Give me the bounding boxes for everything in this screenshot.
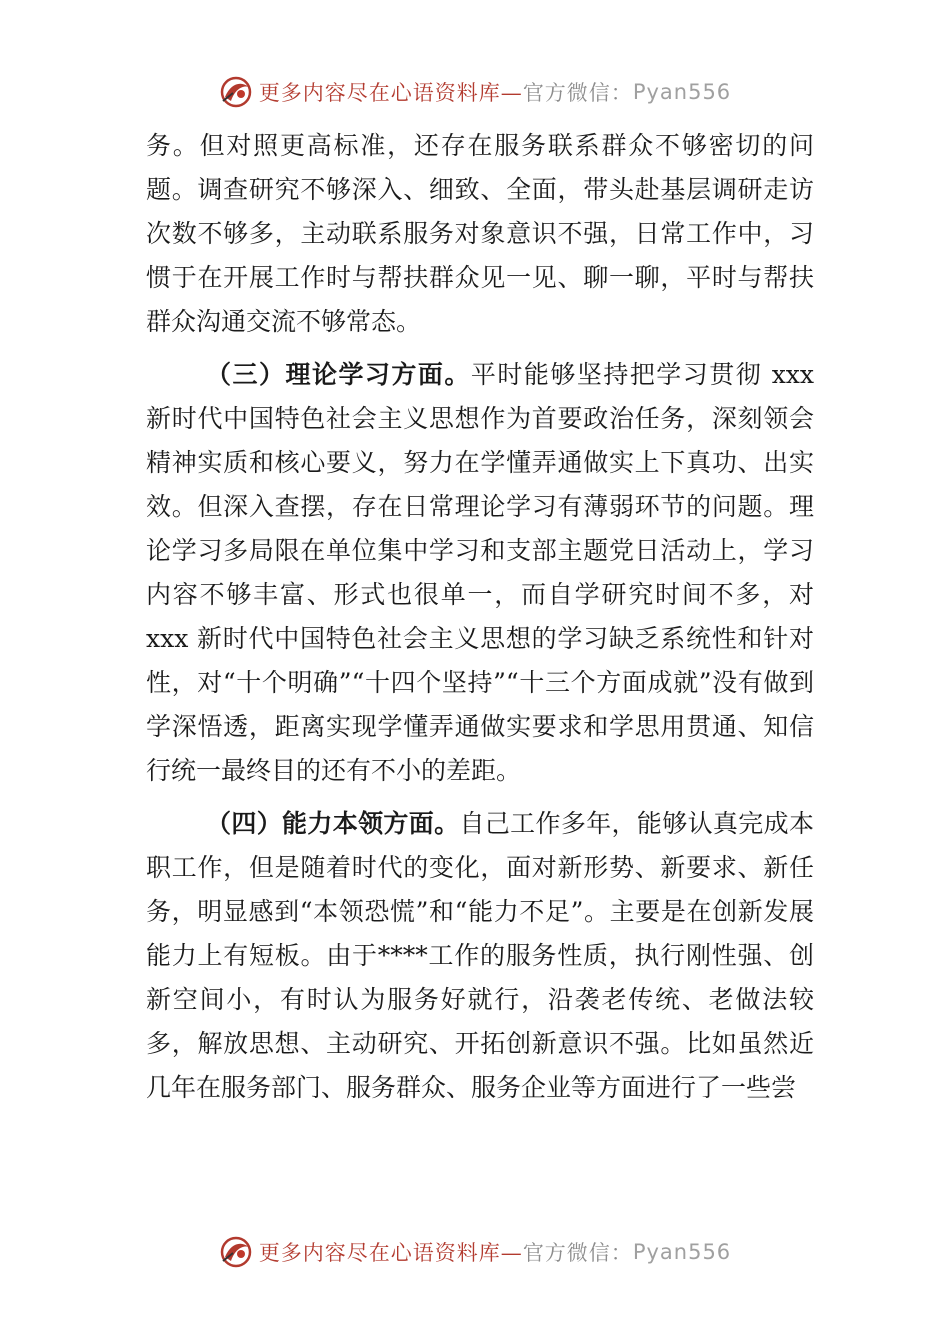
paragraph-text: 平时能够坚持把学习贯彻 xxx 新时代中国特色社会主义思想作为首要政治任务，深刻领会精神实质和核心要义，努力在学懂弄通做实上下真功、出实效。但深入查摆，存在日常理论学习有薄弱环节的问题。理论学习多局限在单位集中学习和支部主题党日活动上，学习内容不够丰富、形式也很单一，而自学研究时间不多，对 xxx 新时代中国特色社会主义思想的学习缺乏系统性和针对性，对“十个明确”“十四个坚持”“十三个方面成就”没有做到学深悟透，距离实现学懂弄通做实要求和学思用贯通、知信行统一最终目的还有不小的差距。 (146, 360, 814, 785)
footer-watermark (0, 1232, 950, 1272)
brand-logo-icon (219, 75, 253, 109)
paragraph-continuation (146, 124, 814, 344)
paragraph-ability (146, 802, 814, 1110)
watermark-wechat-label: 官方微信： (522, 81, 633, 105)
watermark-site-text: 更多内容尽在心语资料库— (258, 1241, 523, 1265)
watermark-wechat-label: 官方微信： (522, 1241, 633, 1265)
paragraph-theory-study (146, 353, 814, 793)
paragraph-text: 务。但对照更高标准，还存在服务联系群众不够密切的问题。调查研究不够深入、细致、全面，带头赴基层调研走访次数不够多，主动联系服务对象意识不强，日常工作中，习惯于在开展工作时与帮扶群众见一见、聊一聊，平时与帮扶群众沟通交流不够常态。 (146, 131, 814, 336)
paragraph-text: 自己工作多年，能够认真完成本职工作，但是随着时代的变化，面对新形势、新要求、新任务，明显感到“本领恐慌”和“能力不足”。主要是在创新发展能力上有短板。由于****工作的服务性质，执行刚性强、创新空间小，有时认为服务好就行，沿袭老传统、老做法较多，解放思想、主动研究、开拓创新意识不强。比如虽然近几年在服务部门、服务群众、服务企业等方面进行了一些尝 (146, 809, 814, 1102)
brand-logo-icon (219, 1235, 253, 1269)
header-watermark (0, 72, 950, 112)
section-heading: （三）理论学习方面。 (206, 360, 471, 389)
watermark-site-text: 更多内容尽在心语资料库— (258, 81, 523, 105)
watermark-wechat-id: Pyan556 (632, 1240, 732, 1264)
section-heading: （四）能力本领方面。 (206, 809, 460, 838)
watermark-wechat-id: Pyan556 (632, 80, 732, 104)
document-body (146, 124, 814, 1110)
